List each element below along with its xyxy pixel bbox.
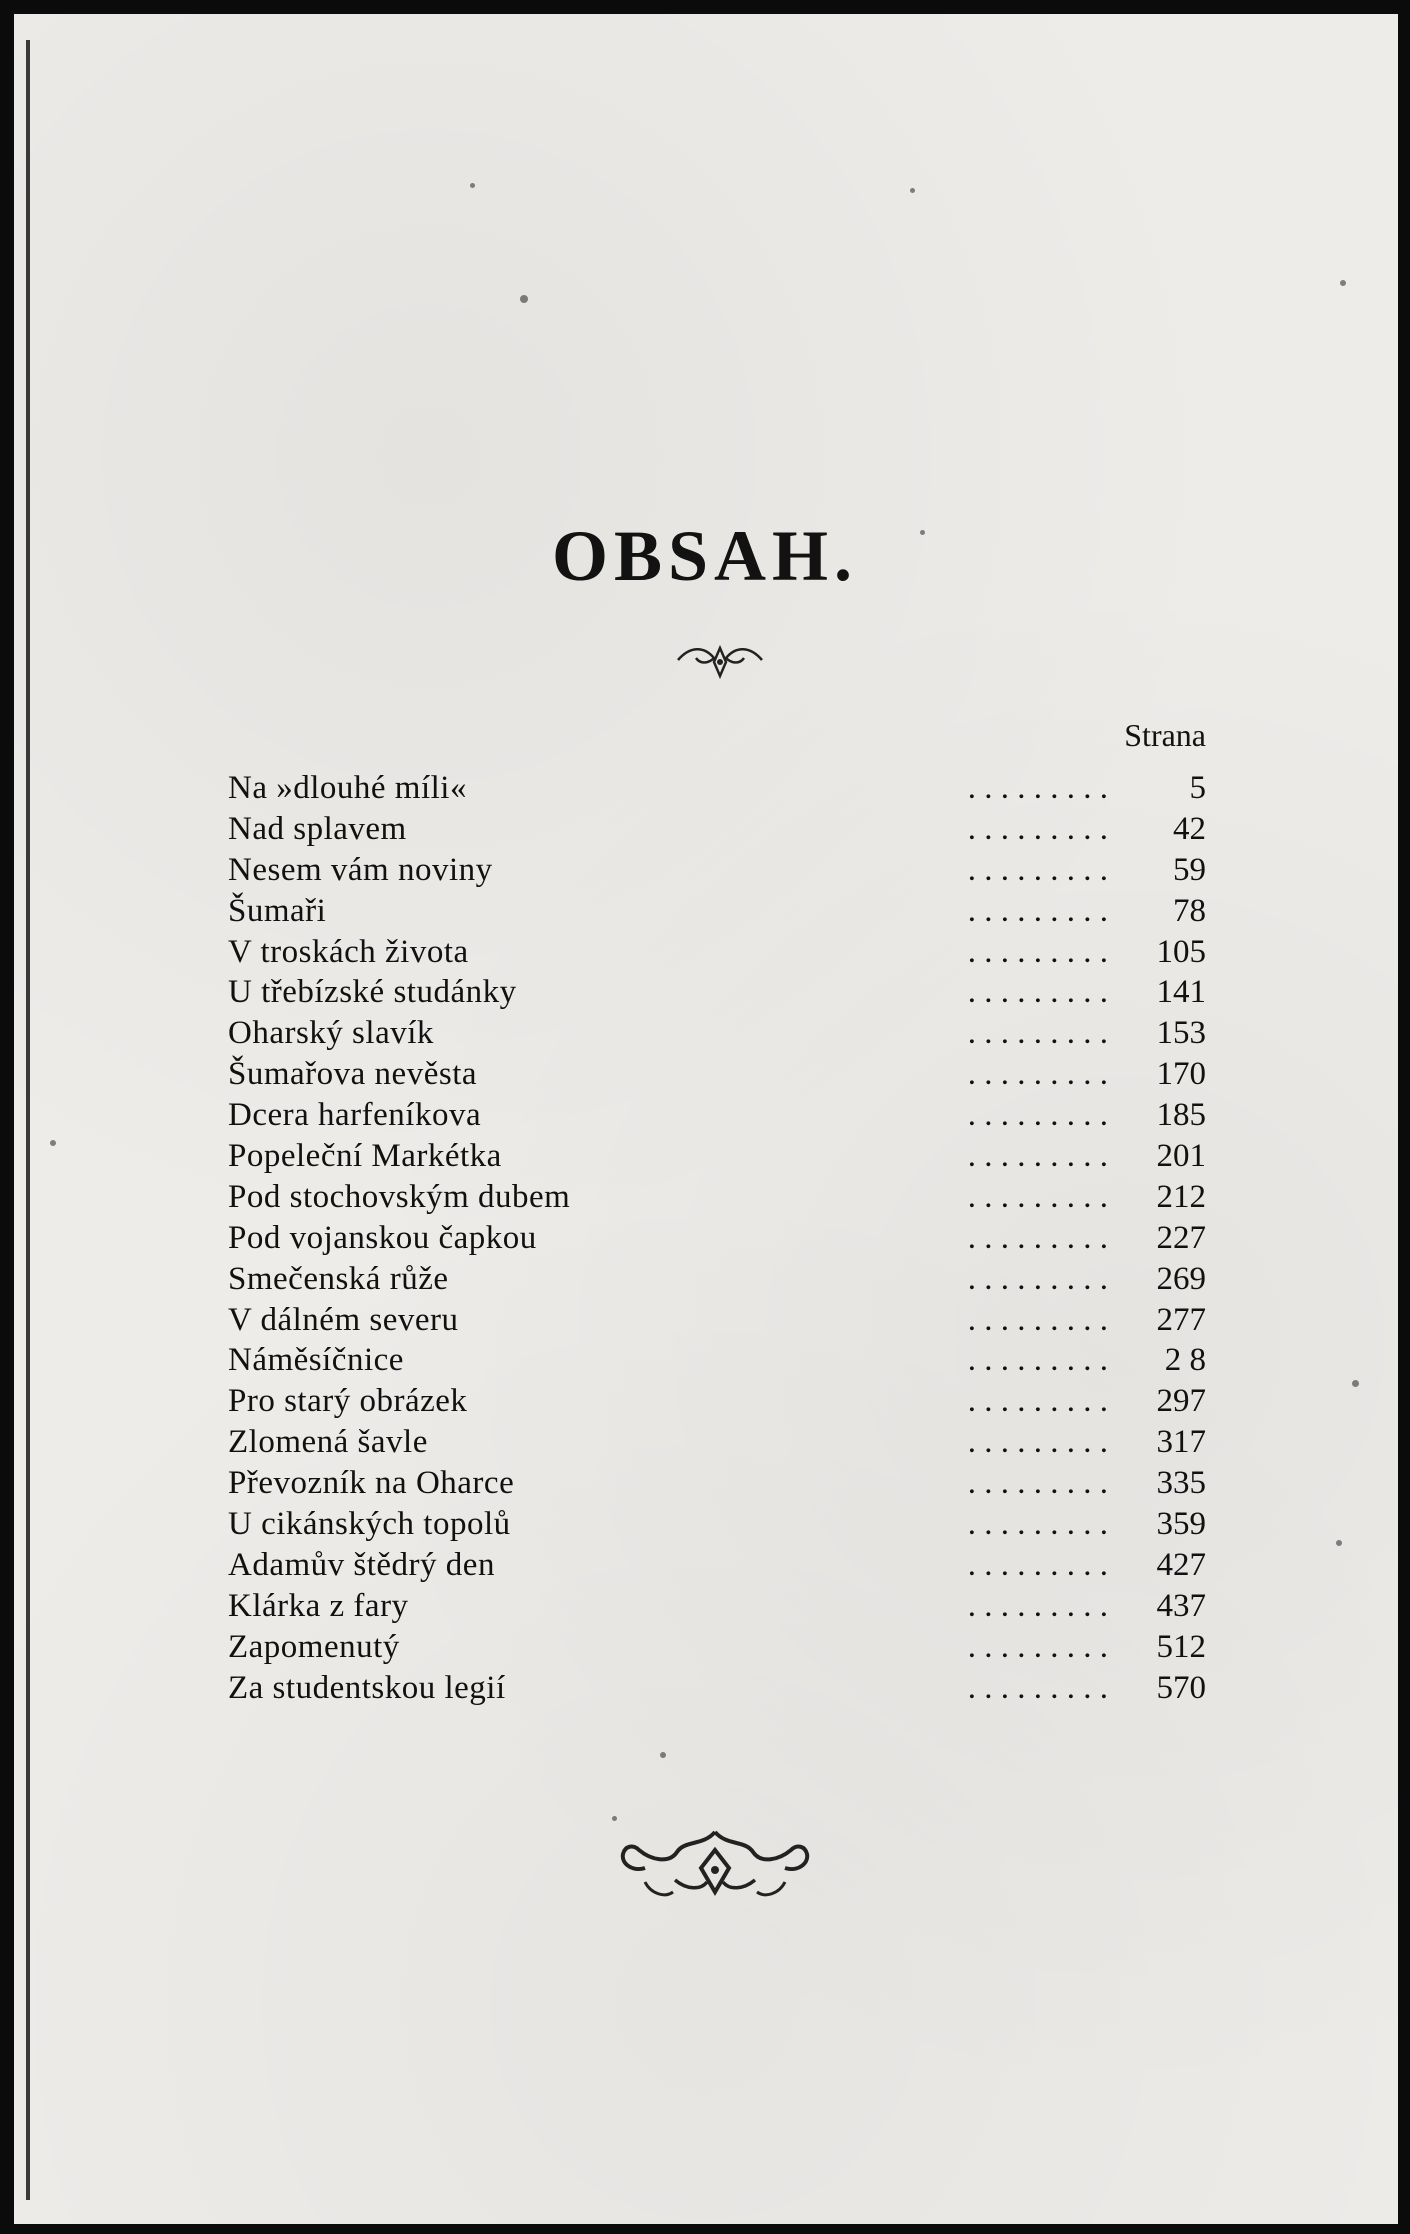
toc-entry-page: 297 [1156, 1383, 1206, 1420]
toc-entry-title: Zapomenutý [228, 1628, 400, 1665]
toc-entry [218, 1177, 1206, 1218]
toc-entry [218, 1545, 1206, 1586]
toc-entry [218, 1463, 1206, 1504]
toc-entry-page: 42 [1173, 810, 1206, 847]
toc-dot-leader: . . . . . . . . . [967, 1383, 1108, 1420]
toc-entry-page: 427 [1156, 1546, 1206, 1583]
toc-entry-page: 153 [1156, 1015, 1206, 1052]
toc-dot-leader: . . . . . . . . . [967, 1178, 1108, 1215]
toc-entry-page: 105 [1156, 933, 1206, 970]
toc-entry [218, 1300, 1206, 1341]
toc-dot-leader: . . . . . . . . . [967, 770, 1108, 806]
toc-dot-leader: . . . . . . . . . [967, 1301, 1108, 1338]
toc-dot-leader: . . . . . . . . . [967, 1506, 1108, 1543]
toc-entry-page: 359 [1156, 1506, 1206, 1543]
toc-entry [218, 1013, 1206, 1054]
toc-dot-leader: . . . . . . . . . [967, 933, 1108, 970]
toc-entry-title: U třebízské studánky [228, 974, 517, 1011]
toc-entry-title: Na »dlouhé míli« [228, 770, 467, 806]
toc-dot-leader: . . . . . . . . . [967, 1056, 1108, 1093]
paper-speck [470, 183, 475, 188]
paper-speck [1336, 1540, 1342, 1546]
toc-entry-page: 227 [1156, 1219, 1206, 1256]
toc-entry-page: 141 [1156, 974, 1206, 1011]
toc-entry [218, 932, 1206, 973]
toc-entry-page: 59 [1173, 851, 1206, 888]
toc-entry-page: 2 8 [1164, 1342, 1206, 1379]
toc-entry-title: Adamův štědrý den [228, 1546, 495, 1583]
toc-entry [218, 1422, 1206, 1463]
table-of-contents [218, 768, 1206, 1708]
toc-entry-title: Šumařova nevěsta [228, 1056, 478, 1093]
toc-entry-title: U cikánských topolů [228, 1506, 511, 1543]
paper-speck [920, 530, 925, 535]
toc-entry [218, 1259, 1206, 1300]
toc-entry-page: 269 [1156, 1260, 1206, 1297]
toc-entry-title: Nad splavem [228, 810, 407, 847]
toc-entry-title: Klárka z fary [228, 1587, 409, 1624]
toc-entry-page: 5 [1189, 770, 1206, 806]
paper-speck [1352, 1380, 1359, 1387]
toc-entry-page: 185 [1156, 1097, 1206, 1134]
toc-dot-leader: . . . . . . . . . [967, 1260, 1108, 1297]
toc-dot-leader: . . . . . . . . . [967, 892, 1108, 929]
toc-entry-title: Náměsíčnice [228, 1342, 404, 1379]
page-edge-shadow [0, 0, 14, 2234]
paper-speck [612, 1816, 617, 1821]
toc-entry-page: 170 [1156, 1056, 1206, 1093]
toc-entry [218, 1627, 1206, 1668]
toc-entry-page: 570 [1156, 1669, 1206, 1706]
toc-entry-title: Dcera harfeníkova [228, 1097, 482, 1134]
toc-entry-page: 317 [1156, 1424, 1206, 1461]
toc-entry [218, 1095, 1206, 1136]
page-column-header: Strana [1124, 717, 1206, 753]
toc-entry-page: 335 [1156, 1465, 1206, 1502]
toc-entry-page: 277 [1156, 1301, 1206, 1338]
binding-line [26, 40, 30, 2200]
toc-entry [218, 850, 1206, 891]
toc-entry-page: 512 [1156, 1628, 1206, 1665]
toc-entry-title: Nesem vám noviny [228, 851, 493, 888]
toc-dot-leader: . . . . . . . . . [967, 974, 1108, 1011]
toc-entry-title: Pod stochovským dubem [228, 1178, 571, 1215]
toc-dot-leader: . . . . . . . . . [967, 1219, 1108, 1256]
toc-entry-title: V dálném severu [228, 1301, 459, 1338]
toc-dot-leader: . . . . . . . . . [967, 1546, 1108, 1583]
toc-entry-title: Popeleční Markétka [228, 1138, 502, 1175]
toc-entry-page: 212 [1156, 1178, 1206, 1215]
page-title: OBSAH. [551, 516, 859, 596]
toc-entry [218, 1586, 1206, 1627]
top-ornament-icon [670, 640, 770, 680]
toc-entry-title: Šumaři [228, 892, 327, 929]
toc-entry [218, 1218, 1206, 1259]
toc-entry [218, 1054, 1206, 1095]
toc-entry-page: 437 [1156, 1587, 1206, 1624]
toc-dot-leader: . . . . . . . . . [967, 1342, 1108, 1379]
toc-dot-leader: . . . . . . . . . [967, 1138, 1108, 1175]
paper-speck [660, 1752, 666, 1758]
toc-entry [218, 1381, 1206, 1422]
toc-entry-title: Smečenská růže [228, 1260, 449, 1297]
toc-dot-leader: . . . . . . . . . [967, 1015, 1108, 1052]
toc-dot-leader: . . . . . . . . . [967, 1465, 1108, 1502]
toc-entry [218, 1668, 1206, 1709]
toc-entry [218, 1504, 1206, 1545]
toc-entry-title: Pod vojanskou čapkou [228, 1219, 537, 1256]
toc-dot-leader: . . . . . . . . . [967, 851, 1108, 888]
toc-entry [218, 809, 1206, 850]
toc-entry-title: Za studentskou legií [228, 1669, 506, 1706]
toc-dot-leader: . . . . . . . . . [967, 1587, 1108, 1624]
toc-entry-title: Oharský slavík [228, 1015, 434, 1052]
toc-dot-leader: . . . . . . . . . [967, 1424, 1108, 1461]
toc-entry [218, 972, 1206, 1013]
toc-entry [218, 891, 1206, 932]
toc-entry-title: Převozník na Oharce [228, 1465, 515, 1502]
paper-speck [1340, 280, 1346, 286]
toc-entry [218, 768, 1206, 809]
toc-entry [218, 1340, 1206, 1381]
paper-speck [50, 1140, 56, 1146]
toc-dot-leader: . . . . . . . . . [967, 810, 1108, 847]
paper-speck [520, 295, 528, 303]
toc-entry-page: 201 [1156, 1138, 1206, 1175]
toc-entry-title: Pro starý obrázek [228, 1383, 468, 1420]
toc-dot-leader: . . . . . . . . . [967, 1669, 1108, 1706]
toc-entry-title: Zlomená šavle [228, 1424, 428, 1461]
toc-entry-title: V troskách života [228, 933, 469, 970]
toc-dot-leader: . . . . . . . . . [967, 1628, 1108, 1665]
toc-entry [218, 1136, 1206, 1177]
toc-dot-leader: . . . . . . . . . [967, 1097, 1108, 1134]
toc-entry-page: 78 [1173, 892, 1206, 929]
paper-speck [910, 188, 915, 193]
bottom-ornament-icon [615, 1820, 815, 1910]
